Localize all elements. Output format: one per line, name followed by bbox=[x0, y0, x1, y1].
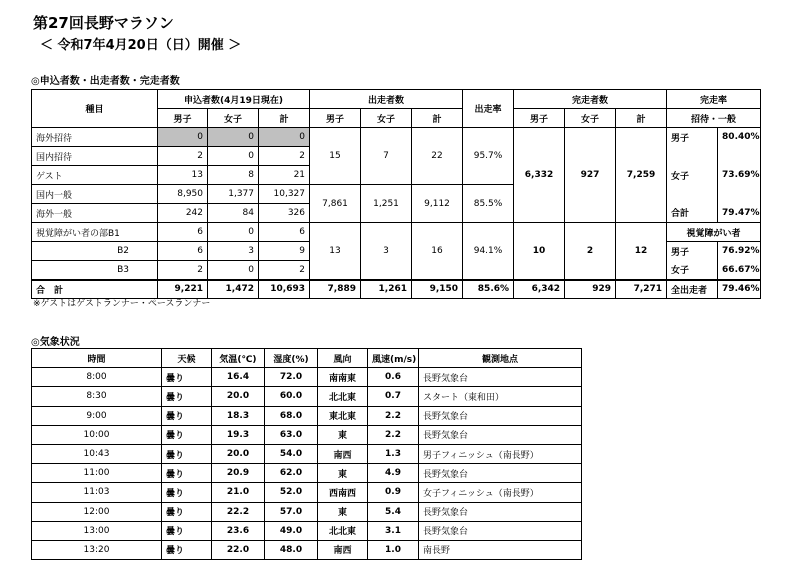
weather-condition: 曇り bbox=[162, 406, 212, 425]
guest-note: ※ゲストはゲストランナー・ペースランナー bbox=[33, 299, 211, 309]
weather-temperature: 16.4 bbox=[212, 368, 265, 387]
start-female: 7 bbox=[361, 128, 412, 185]
weather-humidity: 48.0 bbox=[265, 540, 318, 559]
weather-wind-direction: 東 bbox=[318, 425, 368, 444]
page-title: 第27回長野マラソン bbox=[33, 14, 174, 32]
weather-wind-speed: 5.4 bbox=[368, 502, 419, 521]
weather-header: 気温(℃) bbox=[212, 349, 265, 368]
header-invited-general: 招待・一般 bbox=[667, 109, 761, 128]
header-total: 計 bbox=[616, 109, 667, 128]
start-male: 13 bbox=[310, 223, 361, 280]
total-rate-label: 全出走者 bbox=[667, 280, 718, 299]
apply-total: 21 bbox=[259, 166, 310, 185]
apply-female: 1,377 bbox=[208, 185, 259, 204]
weather-condition: 曇り bbox=[162, 368, 212, 387]
row-label: B3 bbox=[32, 261, 158, 280]
total-rate: 79.46% bbox=[718, 280, 761, 299]
weather-row bbox=[32, 444, 582, 463]
rate-visual-male-label: 男子 bbox=[667, 242, 718, 261]
weather-time: 11:03 bbox=[32, 483, 162, 502]
apply-male: 8,950 bbox=[158, 185, 208, 204]
apply-total: 6 bbox=[259, 223, 310, 242]
entries-table bbox=[31, 89, 805, 299]
total-finish-total: 7,271 bbox=[616, 280, 667, 299]
weather-location: 長野気象台 bbox=[419, 464, 582, 483]
start-rate: 95.7% bbox=[463, 128, 514, 185]
row-label: 国内招待 bbox=[32, 147, 158, 166]
weather-condition: 曇り bbox=[162, 425, 212, 444]
weather-time: 10:00 bbox=[32, 425, 162, 444]
weather-header: 湿度(%) bbox=[265, 349, 318, 368]
weather-temperature: 19.3 bbox=[212, 425, 265, 444]
total-finish-male: 6,342 bbox=[514, 280, 565, 299]
weather-header-row bbox=[32, 349, 582, 368]
apply-male: 13 bbox=[158, 166, 208, 185]
apply-female: 84 bbox=[208, 204, 259, 223]
weather-wind-direction: 東 bbox=[318, 502, 368, 521]
weather-wind-direction: 北北東 bbox=[318, 521, 368, 540]
weather-wind-speed: 2.2 bbox=[368, 425, 419, 444]
weather-condition: 曇り bbox=[162, 540, 212, 559]
total-apply-male: 9,221 bbox=[158, 280, 208, 299]
header-male: 男子 bbox=[514, 109, 565, 128]
finish-male: 10 bbox=[514, 223, 565, 280]
apply-total: 326 bbox=[259, 204, 310, 223]
weather-humidity: 63.0 bbox=[265, 425, 318, 444]
weather-condition: 曇り bbox=[162, 464, 212, 483]
weather-time: 13:20 bbox=[32, 540, 162, 559]
weather-humidity: 57.0 bbox=[265, 502, 318, 521]
weather-header: 風向 bbox=[318, 349, 368, 368]
row-label: 国内一般 bbox=[32, 185, 158, 204]
rate-visual-female-label: 女子 bbox=[667, 261, 718, 280]
weather-humidity: 52.0 bbox=[265, 483, 318, 502]
total-start-female: 1,261 bbox=[361, 280, 412, 299]
apply-male: 2 bbox=[158, 147, 208, 166]
header-finish: 完走者数 bbox=[514, 90, 667, 109]
weather-location: スタート（東和田） bbox=[419, 387, 582, 406]
weather-row bbox=[32, 502, 582, 521]
weather-table bbox=[31, 348, 582, 560]
weather-time: 9:00 bbox=[32, 406, 162, 425]
start-female: 1,251 bbox=[361, 185, 412, 223]
row-label: 海外一般 bbox=[32, 204, 158, 223]
start-male: 7,861 bbox=[310, 185, 361, 223]
weather-temperature: 22.2 bbox=[212, 502, 265, 521]
weather-location: 女子フィニッシュ（南長野） bbox=[419, 483, 582, 502]
weather-wind-direction: 南南東 bbox=[318, 368, 368, 387]
weather-wind-speed: 3.1 bbox=[368, 521, 419, 540]
rate-visual-header: 視覚障がい者 bbox=[667, 223, 761, 242]
weather-location: 長野気象台 bbox=[419, 368, 582, 387]
total-start-total: 9,150 bbox=[412, 280, 463, 299]
weather-wind-speed: 0.6 bbox=[368, 368, 419, 387]
finish-female: 2 bbox=[565, 223, 616, 280]
rate-total: 79.47% bbox=[718, 204, 761, 223]
weather-row bbox=[32, 387, 582, 406]
weather-location: 長野気象台 bbox=[419, 502, 582, 521]
header-female: 女子 bbox=[565, 109, 616, 128]
total-label: 合 計 bbox=[32, 280, 158, 299]
apply-male: 6 bbox=[158, 223, 208, 242]
header-start-rate: 出走率 bbox=[463, 90, 514, 128]
header-apply: 申込者数(4月19日現在) bbox=[158, 90, 310, 109]
finish-female: 927 bbox=[565, 128, 616, 223]
weather-header: 時間 bbox=[32, 349, 162, 368]
weather-location: 長野気象台 bbox=[419, 425, 582, 444]
weather-temperature: 20.0 bbox=[212, 387, 265, 406]
start-total: 16 bbox=[412, 223, 463, 280]
apply-total: 2 bbox=[259, 261, 310, 280]
weather-humidity: 62.0 bbox=[265, 464, 318, 483]
total-finish-female: 929 bbox=[565, 280, 616, 299]
rate-spacer bbox=[667, 185, 718, 204]
row-label: ゲスト bbox=[32, 166, 158, 185]
rate-visual-male: 76.92% bbox=[718, 242, 761, 261]
header-total: 計 bbox=[412, 109, 463, 128]
apply-total: 2 bbox=[259, 147, 310, 166]
weather-row bbox=[32, 464, 582, 483]
weather-temperature: 22.0 bbox=[212, 540, 265, 559]
total-start-male: 7,889 bbox=[310, 280, 361, 299]
weather-temperature: 20.0 bbox=[212, 444, 265, 463]
weather-wind-speed: 0.9 bbox=[368, 483, 419, 502]
start-total: 22 bbox=[412, 128, 463, 185]
weather-condition: 曇り bbox=[162, 444, 212, 463]
rate-total-label: 合計 bbox=[667, 204, 718, 223]
total-apply-total: 10,693 bbox=[259, 280, 310, 299]
rate-spacer bbox=[718, 147, 761, 166]
section-title-weather: ◎気象状況 bbox=[31, 337, 80, 348]
weather-header: 風速(m/s) bbox=[368, 349, 419, 368]
weather-location: 長野気象台 bbox=[419, 521, 582, 540]
weather-header: 観測地点 bbox=[419, 349, 582, 368]
header-male: 男子 bbox=[158, 109, 208, 128]
apply-female: 8 bbox=[208, 166, 259, 185]
finish-total: 7,259 bbox=[616, 128, 667, 223]
weather-temperature: 20.9 bbox=[212, 464, 265, 483]
rate-visual-female: 66.67% bbox=[718, 261, 761, 280]
weather-time: 8:00 bbox=[32, 368, 162, 387]
row-label: 海外招待 bbox=[32, 128, 158, 147]
weather-time: 13:00 bbox=[32, 521, 162, 540]
rate-female-label: 女子 bbox=[667, 166, 718, 185]
start-rate: 94.1% bbox=[463, 223, 514, 280]
weather-row bbox=[32, 521, 582, 540]
weather-row bbox=[32, 483, 582, 502]
start-male: 15 bbox=[310, 128, 361, 185]
header-female: 女子 bbox=[208, 109, 259, 128]
finish-male: 6,332 bbox=[514, 128, 565, 223]
weather-time: 8:30 bbox=[32, 387, 162, 406]
start-rate: 85.5% bbox=[463, 185, 514, 223]
weather-location: 南長野 bbox=[419, 540, 582, 559]
apply-total: 10,327 bbox=[259, 185, 310, 204]
weather-humidity: 60.0 bbox=[265, 387, 318, 406]
apply-male: 242 bbox=[158, 204, 208, 223]
weather-wind-direction: 東 bbox=[318, 464, 368, 483]
apply-female: 0 bbox=[208, 223, 259, 242]
weather-row bbox=[32, 540, 582, 559]
weather-wind-direction: 南西 bbox=[318, 540, 368, 559]
row-label: B2 bbox=[32, 242, 158, 261]
weather-row bbox=[32, 425, 582, 444]
finish-total: 12 bbox=[616, 223, 667, 280]
weather-humidity: 72.0 bbox=[265, 368, 318, 387]
weather-temperature: 21.0 bbox=[212, 483, 265, 502]
header-male: 男子 bbox=[310, 109, 361, 128]
weather-wind-direction: 西南西 bbox=[318, 483, 368, 502]
weather-location: 長野気象台 bbox=[419, 406, 582, 425]
header-female: 女子 bbox=[361, 109, 412, 128]
apply-female: 0 bbox=[208, 128, 259, 147]
row-label: 視覚障がい者の部B1 bbox=[32, 223, 158, 242]
weather-temperature: 18.3 bbox=[212, 406, 265, 425]
start-total: 9,112 bbox=[412, 185, 463, 223]
rate-female: 73.69% bbox=[718, 166, 761, 185]
rate-male: 80.40% bbox=[718, 128, 761, 147]
apply-total: 9 bbox=[259, 242, 310, 261]
weather-wind-speed: 0.7 bbox=[368, 387, 419, 406]
apply-male: 0 bbox=[158, 128, 208, 147]
section-title-entries: ◎申込者数・出走者数・完走者数 bbox=[31, 76, 180, 87]
header-total: 計 bbox=[259, 109, 310, 128]
weather-condition: 曇り bbox=[162, 483, 212, 502]
weather-wind-speed: 1.0 bbox=[368, 540, 419, 559]
weather-temperature: 23.6 bbox=[212, 521, 265, 540]
weather-wind-speed: 1.3 bbox=[368, 444, 419, 463]
apply-male: 6 bbox=[158, 242, 208, 261]
start-female: 3 bbox=[361, 223, 412, 280]
weather-wind-speed: 4.9 bbox=[368, 464, 419, 483]
apply-female: 3 bbox=[208, 242, 259, 261]
weather-row bbox=[32, 406, 582, 425]
weather-row bbox=[32, 368, 582, 387]
weather-location: 男子フィニッシュ（南長野） bbox=[419, 444, 582, 463]
apply-total: 0 bbox=[259, 128, 310, 147]
apply-female: 0 bbox=[208, 147, 259, 166]
weather-header: 天候 bbox=[162, 349, 212, 368]
apply-male: 2 bbox=[158, 261, 208, 280]
apply-female: 0 bbox=[208, 261, 259, 280]
header-finish-rate: 完走率 bbox=[667, 90, 761, 109]
total-apply-female: 1,472 bbox=[208, 280, 259, 299]
weather-wind-direction: 北北東 bbox=[318, 387, 368, 406]
rate-male-label: 男子 bbox=[667, 128, 718, 147]
weather-condition: 曇り bbox=[162, 502, 212, 521]
total-start-rate: 85.6% bbox=[463, 280, 514, 299]
rate-spacer bbox=[667, 147, 718, 166]
weather-humidity: 68.0 bbox=[265, 406, 318, 425]
weather-time: 11:00 bbox=[32, 464, 162, 483]
weather-humidity: 54.0 bbox=[265, 444, 318, 463]
weather-wind-direction: 東北東 bbox=[318, 406, 368, 425]
header-start: 出走者数 bbox=[310, 90, 463, 109]
weather-wind-speed: 2.2 bbox=[368, 406, 419, 425]
weather-wind-direction: 南西 bbox=[318, 444, 368, 463]
page-subtitle: ＜ 令和7年4月20日（日）開催 ＞ bbox=[40, 38, 242, 53]
weather-humidity: 49.0 bbox=[265, 521, 318, 540]
weather-time: 10:43 bbox=[32, 444, 162, 463]
rate-spacer bbox=[718, 185, 761, 204]
weather-condition: 曇り bbox=[162, 387, 212, 406]
weather-condition: 曇り bbox=[162, 521, 212, 540]
weather-time: 12:00 bbox=[32, 502, 162, 521]
header-type: 種目 bbox=[32, 90, 158, 128]
